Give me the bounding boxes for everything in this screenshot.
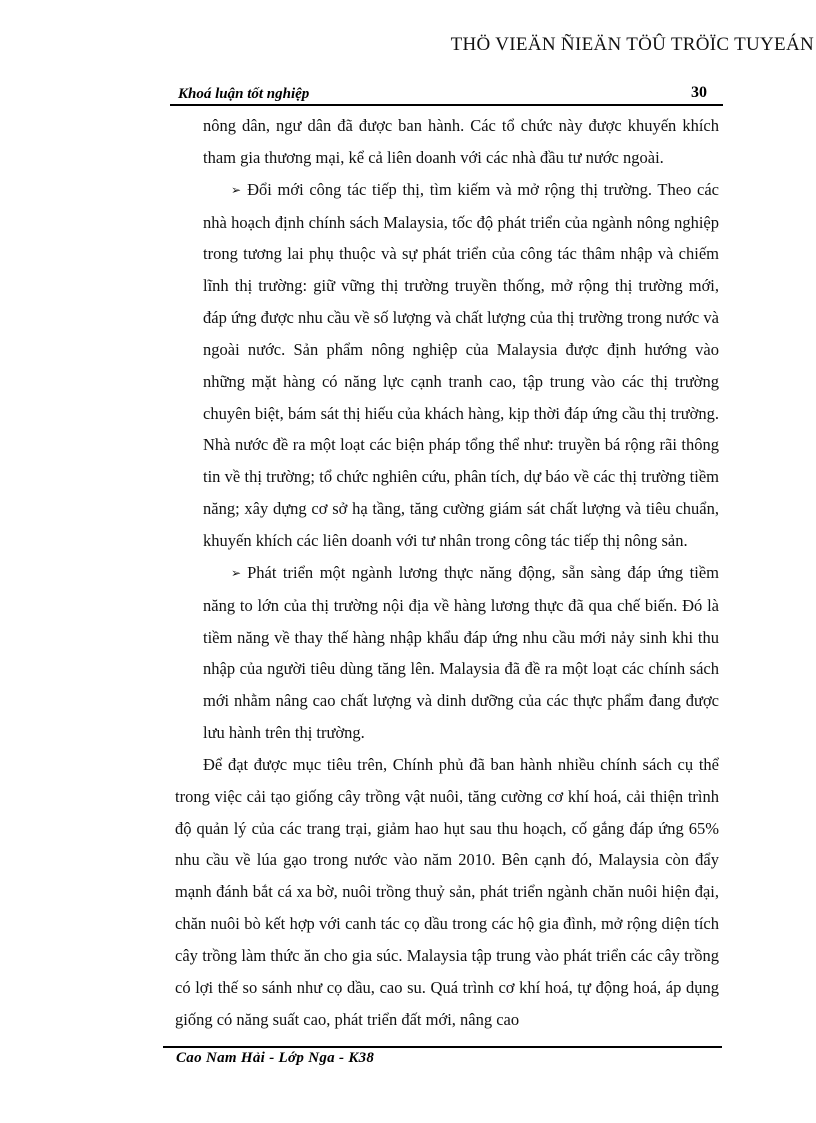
library-header: THÖ VIEÄN ÑIEÄN TÖÛ TRÖÏC TUYEÁN xyxy=(450,34,814,55)
bullet-paragraph-marketing xyxy=(175,174,719,557)
page-number: 30 xyxy=(691,84,707,101)
footer-rule xyxy=(163,1046,722,1048)
paragraph-continuation: nông dân, ngư dân đã được ban hành. Các tổ chức này được khuyến khích tham gia thương mại, kể cả liên doanh với các nhà đầu tư nước ngoài. xyxy=(203,116,719,167)
arrow-bullet-icon: ➢ xyxy=(231,565,242,580)
bullet-paragraph-food-industry xyxy=(175,557,719,749)
paragraph-policy: Để đạt được mục tiêu trên, Chính phủ đã ban hành nhiều chính sách cụ thể trong việc cải tạo giống cây trồng vật nuôi, tăng cường cơ khí hoá, cải thiện trình độ quản lý của các trang trại, giảm hao hụt sau thu hoạch, cố gắng đáp ứng 65% nhu cầu về lúa gạo trong nước vào năm 2010. Bên cạnh đó, Malaysia còn đẩy mạnh đánh bắt cá xa bờ, nuôi trồng thuỷ sản, phát triển ngành chăn nuôi hiện đại, chăn nuôi bò kết hợp với canh tác cọ dầu trong các hộ gia đình, mở rộng diện tích cây trồng làm thức ăn cho gia súc. Malaysia tập trung vào phát triển các cây trồng có lợi thế so sánh như cọ dầu, cao su. Quá trình cơ khí hoá, tự động hoá, áp dụng giống có năng suất cao, phát triển đất mới, nâng cao xyxy=(175,754,719,1029)
header-rule xyxy=(170,104,723,106)
document-title: Khoá luận tốt nghiệp xyxy=(178,86,310,102)
body-text xyxy=(175,110,719,1035)
arrow-bullet-icon: ➢ xyxy=(231,182,242,197)
footer-author: Cao Nam Hải - Lớp Nga - K38 xyxy=(176,1050,375,1066)
bullet-text: Đổi mới công tác tiếp thị, tìm kiếm và mở rộng thị trường. Theo các nhà hoạch định chính sách Malaysia, tốc độ phát triển của ngành nông nghiệp trong tương lai phụ thuộc và sự phát triển của công tác thâm nhập và chiếm lĩnh thị trường: giữ vững thị trường truyền thống, mở rộng thị trường mới, đáp ứng được nhu cầu về số lượng và chất lượng của thị trường trong nước và ngoài nước. Sản phẩm nông nghiệp của Malaysia được định hướng vào những mặt hàng có năng lực cạnh tranh cao, tập trung vào các thị trường chuyên biệt, bám sát thị hiếu của khách hàng, kịp thời đáp ứng cầu thị trường. Nhà nước đề ra một loạt các biện pháp tổng thể như: truyền bá rộng rãi thông tin về thị trường; tổ chức nghiên cứu, phân tích, dự báo về các thị trường tiềm năng; xây dựng cơ sở hạ tầng, tăng cường giám sát chất lượng và tiêu chuẩn, khuyến khích các liên doanh với tư nhân trong công tác tiếp thị nông sản. xyxy=(203,179,719,550)
bullet-text: Phát triển một ngành lương thực năng động, sẵn sàng đáp ứng tiềm năng to lớn của thị trường nội địa về hàng lương thực đã qua chế biến. Đó là tiềm năng về thay thế hàng nhập khẩu đáp ứng nhu cầu mới nảy sinh khi thu nhập của người tiêu dùng tăng lên. Malaysia đã đề ra một loạt các chính sách mới nhằm nâng cao chất lượng và dinh dưỡng của các thực phẩm đang được lưu hành trên thị trường. xyxy=(203,562,719,743)
